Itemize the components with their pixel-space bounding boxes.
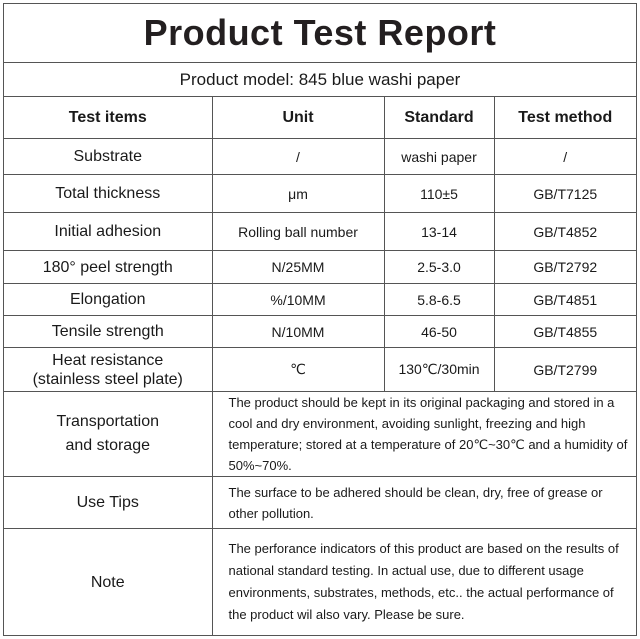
use-tips-row (4, 477, 636, 529)
transport-storage-text: The product should be kept in its original packaging and stored in a cool and dry environment, avoiding sunlight, freezing and high temperature; stored at a temperature of 20℃~30℃ and a humidity of 50%~70%. (212, 392, 636, 477)
standard-cell: 13-14 (384, 213, 494, 251)
test-report (3, 3, 637, 636)
test-item: Initial adhesion (4, 213, 212, 251)
product-model-row (4, 63, 636, 97)
header-test-method: Test method (494, 97, 636, 139)
transport-label-line1: Transportation (56, 413, 160, 430)
note-text: The perforance indicators of this product are based on the results of national standard testing. In actual use, due to different usage environments, substrates, methods, etc.. the actual performance of the product wil also vary. Please be sure. (212, 529, 636, 636)
header-unit: Unit (212, 97, 384, 139)
table-row (4, 348, 636, 392)
method-cell: GB/T7125 (494, 175, 636, 213)
table-row (4, 284, 636, 316)
table-row (4, 316, 636, 348)
unit-cell: N/10MM (212, 316, 384, 348)
note-label: Note (4, 529, 212, 636)
standard-cell: 2.5-3.0 (384, 251, 494, 284)
test-item: Substrate (4, 139, 212, 175)
method-cell: GB/T2792 (494, 251, 636, 284)
table-row (4, 175, 636, 213)
header-row (4, 97, 636, 139)
method-cell: GB/T4852 (494, 213, 636, 251)
table-row (4, 251, 636, 284)
test-item-line1: Heat resistance (52, 351, 164, 369)
report-title: Product Test Report (143, 12, 497, 53)
test-item: 180° peel strength (4, 251, 212, 284)
unit-cell: μm (212, 175, 384, 213)
title-row (4, 4, 636, 63)
unit-cell: ℃ (212, 348, 384, 392)
use-tips-label: Use Tips (4, 477, 212, 529)
note-row (4, 529, 636, 636)
standard-cell: 130℃/30min (384, 348, 494, 392)
use-tips-text: The surface to be adhered should be clean, dry, free of grease or other pollution. (212, 477, 636, 529)
test-item: Elongation (4, 284, 212, 316)
method-cell: GB/T4851 (494, 284, 636, 316)
header-test-items: Test items (4, 97, 212, 139)
transport-storage-label (4, 392, 212, 477)
transport-label-line2: and storage (65, 437, 150, 454)
test-item: Tensile strength (4, 316, 212, 348)
unit-cell: %/10MM (212, 284, 384, 316)
test-table (4, 97, 636, 636)
table-row (4, 139, 636, 175)
method-cell: GB/T4855 (494, 316, 636, 348)
method-cell: GB/T2799 (494, 348, 636, 392)
unit-cell: / (212, 139, 384, 175)
header-standard: Standard (384, 97, 494, 139)
test-item (4, 348, 212, 392)
standard-cell: 46-50 (384, 316, 494, 348)
unit-cell: N/25MM (212, 251, 384, 284)
unit-cell: Rolling ball number (212, 213, 384, 251)
test-item: Total thickness (4, 175, 212, 213)
table-row (4, 213, 636, 251)
transport-storage-row (4, 392, 636, 477)
standard-cell: washi paper (384, 139, 494, 175)
method-cell: / (494, 139, 636, 175)
product-model: Product model: 845 blue washi paper (179, 69, 461, 89)
test-item-line2: (stainless steel plate) (32, 370, 183, 388)
standard-cell: 110±5 (384, 175, 494, 213)
standard-cell: 5.8-6.5 (384, 284, 494, 316)
